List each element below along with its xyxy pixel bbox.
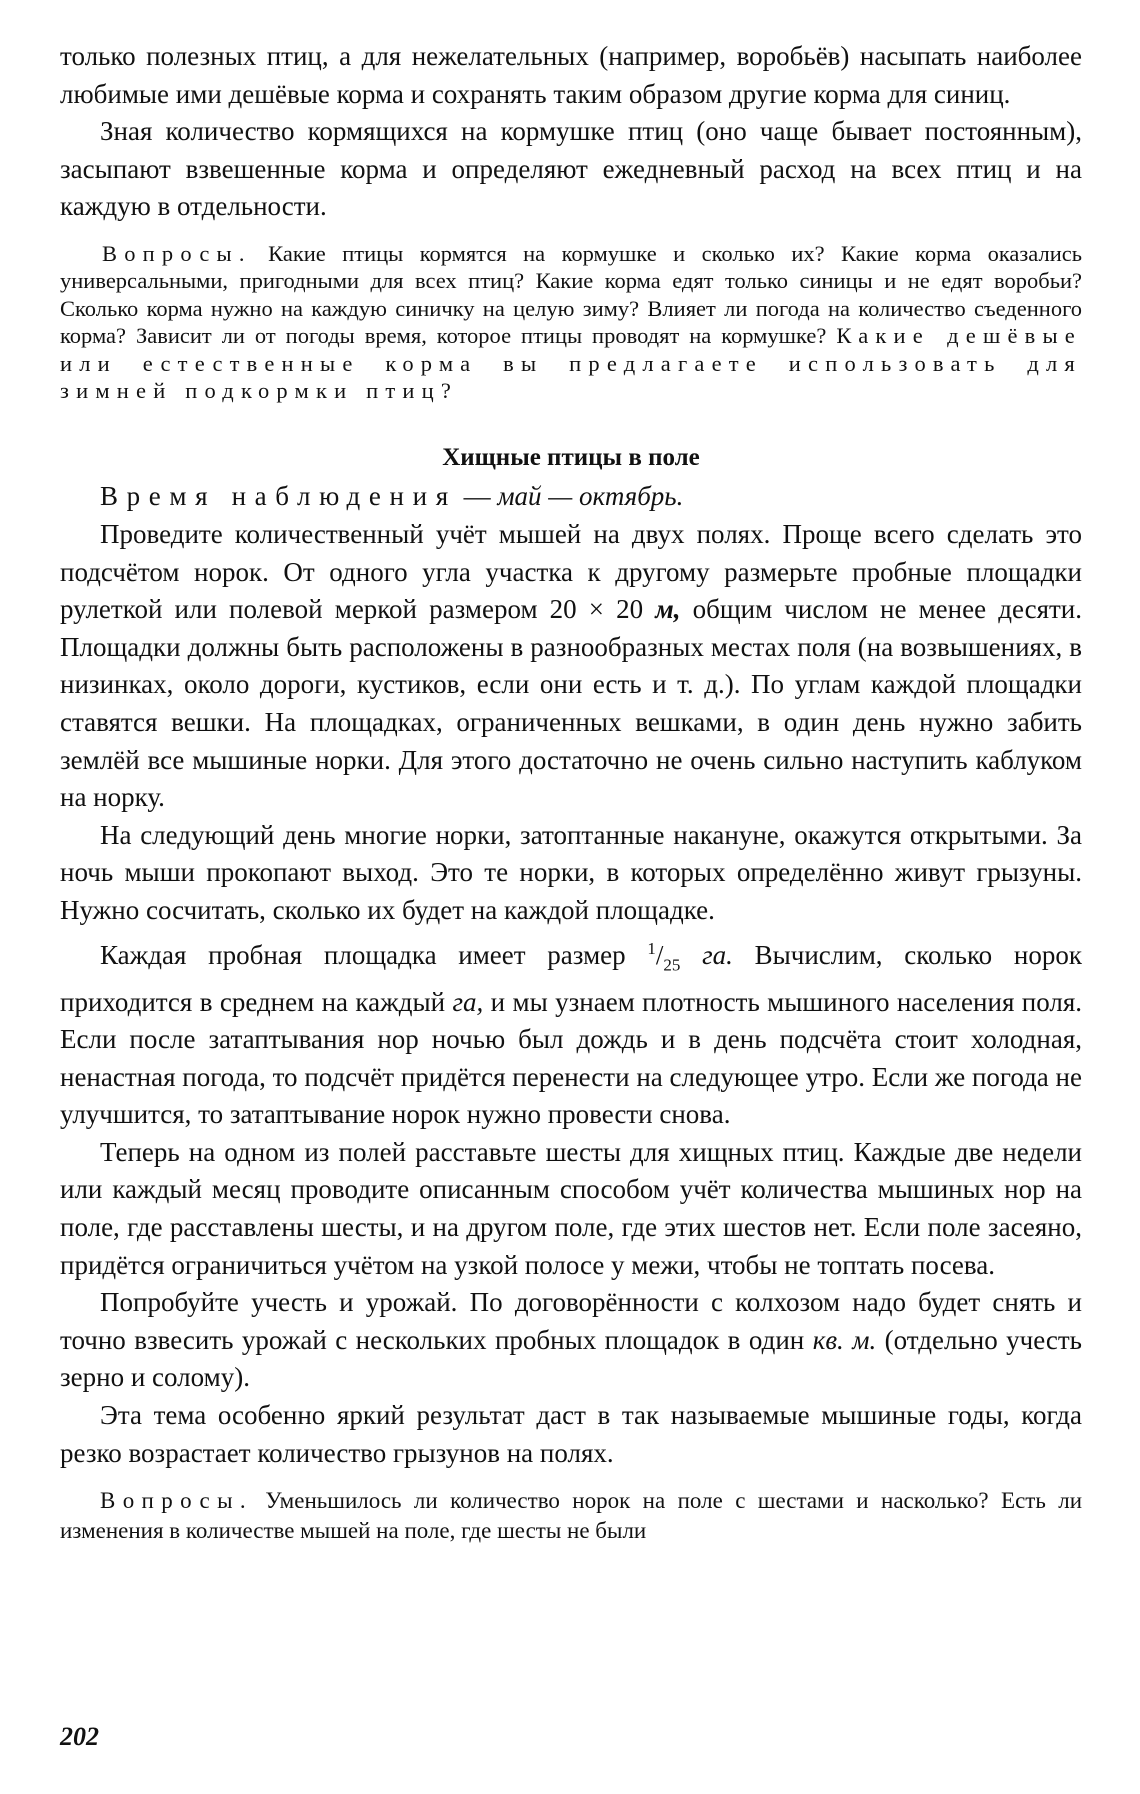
paragraph-2: Зная количество кормящихся на кормушке птиц (оно чаще бывает постоянным), засыпают взвешенные корма и определяют ежедневный расход на всех птиц и на каждую в отдельности.: [60, 116, 1082, 222]
questions-label-2: Вопросы.: [100, 1488, 254, 1514]
paragraph-3: Проведите количественный учёт мышей на двух полях. Проще всего сделать это подсчётом норок. От одного угла участка к другому размерьте пробные площадки рулеткой или полевой меркой размером 20 × 20 м, общим числом не менее десяти. Площадки должны быть расположены в разнообразных местах поля (на возвышениях, в низинках, около дороги, кустиков, если они есть и т. д.). По углам каждой площадки ставятся вешки. На площадках, ограниченных вешками, в один день нужно забить землёй все мышиные норки. Для этого достаточно не очень сильно наступить каблуком на норку.: [60, 519, 1083, 813]
questions-text: Какие птицы кормятся на кормушке и сколько их? Какие корма оказались универсальными, пригодными для всех птиц? Какие корма едят только синицы и не едят воробьи? Сколько корма нужно на каждую синичку на целую зиму? Влияет ли погода на количество съеденного корма? Зависит ли от погоды время, которое птицы проводят на кормушке?: [60, 240, 1082, 349]
paragraph-7: Попробуйте учесть и урожай. По договорённости с колхозом надо будет снять и точно взвесить урожай с нескольких пробных площадок в один кв. м. (отдельно учесть зерно и солому).: [60, 1287, 1082, 1393]
paragraph-6: Теперь на одном из полей расставьте шесты для хищных птиц. Каждые две недели или каждый месяц проводите описанным способом учёт количества мышиных нор на поле, где расставлены шесты, и на другом поле, где этих шестов нет. Если поле засеяно, придётся ограничиться учётом на узкой полосе у межи, чтобы не топтать посева.: [60, 1136, 1082, 1280]
paragraph-1: только полезных птиц, а для нежелательных (например, воробьёв) насыпать наиболее любимые ими дешёвые корма и сохранять таким образом другие корма для синиц.: [60, 41, 1082, 109]
observation-time-label: Время наблюдения: [100, 481, 457, 512]
observation-time-value: май — октябрь.: [497, 481, 684, 512]
questions-block-2: [60, 1486, 1082, 1546]
questions-text-2: Уменьшилось ли количество норок на поле с шестами и насколько? Есть ли изменения в количестве мышей на поле, где шесты не были: [60, 1488, 1083, 1544]
fraction-numerator: 1: [647, 938, 656, 958]
paragraph-5: Каждая пробная площадка имеет размер $^1/_{25}$ га. Вычислим, сколько норок приходится в среднем на каждый га, и мы узнаем плотность мышиного населения поля. Если после затаптывания нор ночью был дождь и в день подсчёта стоит холодная, ненастная погода, то подсчёт придётся перенести на следующее утро. Если же погода не улучшится, то затаптывание норок нужно провести снова.: [60, 938, 1082, 1130]
fraction-denominator: 25: [663, 954, 681, 974]
observation-time: Время наблюдения — май — октябрь.: [100, 481, 684, 512]
paragraph-4: На следующий день многие норки, затоптанные накануне, окажутся открытыми. За ночь мыши прокопают выход. Это те норки, в которых определённо живут грызуны. Нужно сосчитать, сколько их будет на каждой площадке.: [60, 819, 1082, 925]
questions-spaced-text: Какие дешёвые или естественные корма вы предлагаете использовать для зимней подкормки птиц?: [60, 323, 1082, 403]
page-number: 202: [60, 1722, 99, 1751]
paragraph-8: Эта тема особенно яркий результат даст в так называемые мышиные годы, когда резко возрастает количество грызунов на полях.: [60, 1400, 1082, 1468]
questions-block-1: [60, 240, 1082, 404]
questions-label: Вопросы.: [102, 240, 252, 266]
section-heading: Хищные птицы в поле: [442, 444, 700, 472]
